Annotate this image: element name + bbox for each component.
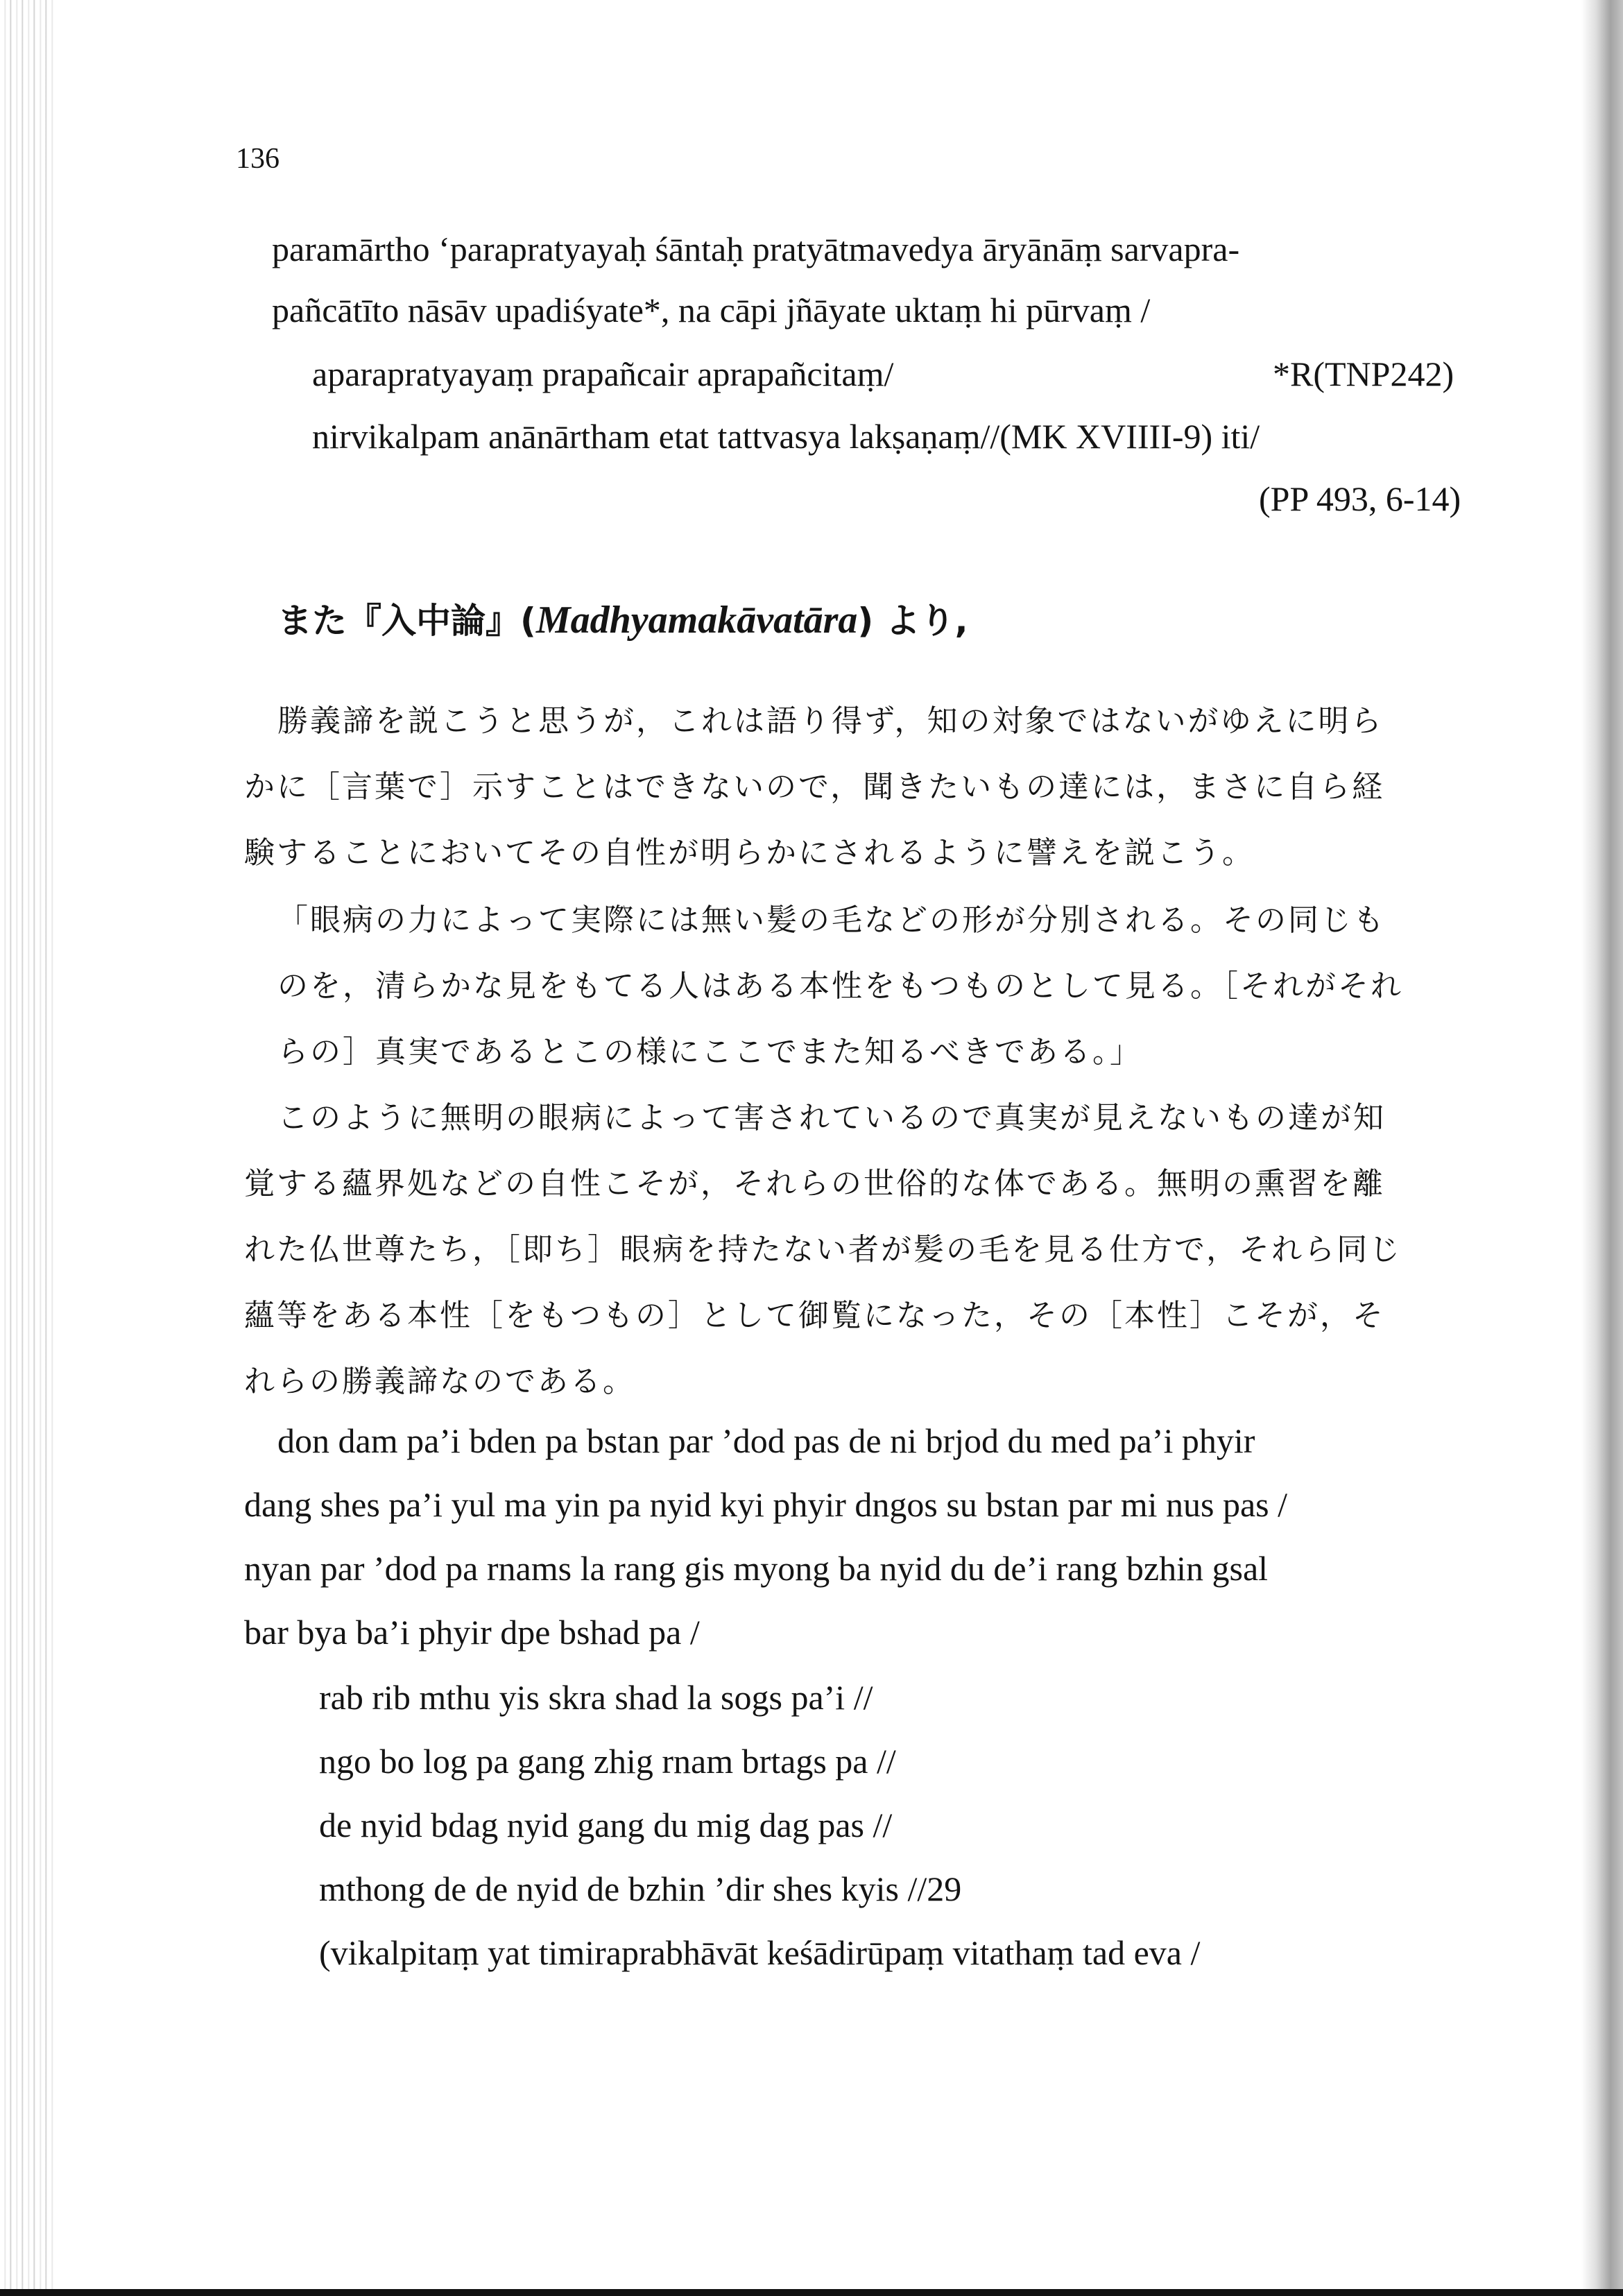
sanskrit-footnote-ref: *R(TNP242) [1273, 354, 1454, 393]
tibetan-verse-line-1: rab rib mthu yis skra shad la sogs pa’i // [319, 1678, 873, 1717]
japanese-para1-line-3: 験することにおいてその自性が明らかにされるように譬えを説こう。 [244, 835, 1255, 871]
tibetan-verse-line-2: ngo bo log pa gang zhig rnam brtags pa // [319, 1742, 896, 1781]
japanese-para2-line-3: れた仏世尊たち，［即ち］眼病を持たない者が髪の毛を見る仕方で，それら同じ [244, 1232, 1402, 1267]
japanese-para2-line-5: れらの勝義諦なのである。 [244, 1364, 635, 1399]
tibetan-prose-line-3: nyan par ’dod pa rnams la rang gis myong ba nyid du de’i rang bzhin gsal [244, 1549, 1269, 1588]
sanskrit-verse-line-1: aparapratyayaṃ prapañcair aprapañcitaṃ/ [312, 354, 894, 393]
japanese-para2-line-1: このように無明の眼病によって害されているので真実が見えないもの達が知 [277, 1100, 1386, 1136]
japanese-quote-line-2: のを，清らかな見をもてる人はある本性をもつものとして見る。［それがそれ [277, 968, 1403, 1004]
japanese-para2-line-2: 覚する蘊界処などの自性こそが，それらの世俗的な体である。無明の熏習を離 [244, 1166, 1385, 1201]
sanskrit-citation: (PP 493, 6-14) [1259, 479, 1461, 518]
page-number: 136 [236, 143, 280, 175]
scan-bottom-edge [0, 2289, 1623, 2296]
japanese-para1-line-2: かに［言葉で］示すことはできないので，聞きたいもの達には，まさに自ら経 [244, 769, 1385, 805]
heading-prefix: また『入中論』( [277, 601, 536, 641]
heading-suffix: ) より, [857, 601, 968, 641]
tibetan-prose-line-2: dang shes pa’i yul ma yin pa nyid kyi phyir dngos su bstan par mi nus pas / [244, 1485, 1288, 1524]
scan-binding-shadow-left [0, 0, 55, 2296]
tibetan-prose-line-4: bar bya ba’i phyir dpe bshad pa / [244, 1613, 700, 1652]
japanese-para2-line-4: 蘊等をある本性［をもつもの］として御覧になった，その［本性］こそが，そ [244, 1298, 1385, 1333]
tibetan-verse-line-4: mthong de de nyid de bzhin ’dir shes kyis //29 [319, 1869, 962, 1908]
tibetan-verse-line-3: de nyid bdag nyid gang du mig dag pas // [319, 1806, 893, 1844]
heading-latin-title: Madhyamakāvatāra [535, 599, 858, 642]
sanskrit-line-2: pañcātīto nāsāv upadiśyate*, na cāpi jñāyate uktaṃ hi pūrvaṃ / [272, 291, 1151, 329]
sanskrit-verse-line-2: nirvikalpam anānārtham etat tattvasya lakṣaṇaṃ//(MK XVIIII-9) iti/ [312, 417, 1260, 456]
tibetan-prose-line-1: don dam pa’i bden pa bstan par ’dod pas de ni brjod du med pa’i phyir [277, 1421, 1255, 1460]
japanese-quote-line-3: らの］真実であるとこの様にここでまた知るべきである。」 [277, 1034, 1142, 1070]
japanese-quote-line-1: 「眼病の力によって実際には無い髪の毛などの形が分別される。その同じも [277, 902, 1386, 938]
sanskrit-line-1: paramārtho ʻparapratyayaḥ śāntaḥ pratyātmavedya āryānāṃ sarvapra- [272, 230, 1240, 268]
scan-edge-shadow-right [1581, 0, 1623, 2296]
sanskrit-verse-opening-line: (vikalpitaṃ yat timiraprabhāvāt keśādirūpaṃ vitathaṃ tad eva / [319, 1933, 1201, 1972]
section-heading [277, 593, 968, 643]
japanese-para1-line-1: 勝義諦を説こうと思うが，これは語り得ず，知の対象ではないがゆえに明ら [277, 703, 1384, 739]
